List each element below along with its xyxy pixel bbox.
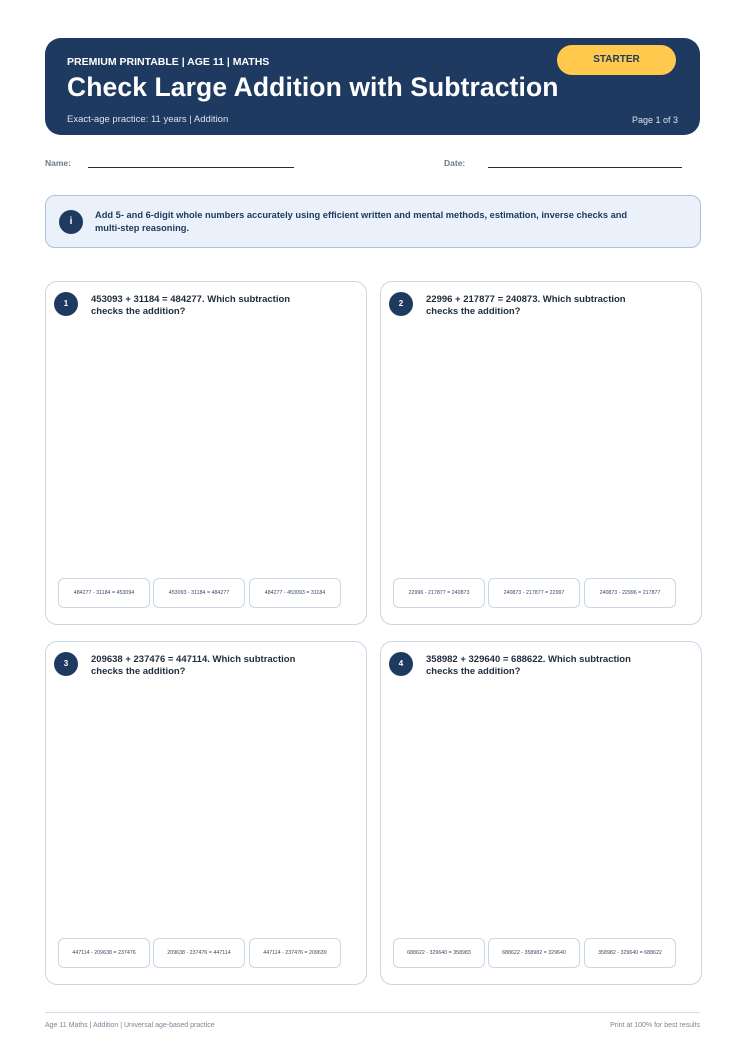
question-card-3 [45,641,367,985]
date-label: Date: [444,158,466,168]
answer-option[interactable]: 240873 - 217877 = 22997 [488,578,580,608]
question-number: 1 [54,292,78,316]
objective-line-1: Add 5- and 6-digit whole numbers accurately using efficient written and mental methods, estimation, inverse checks and [95,210,628,220]
footer-right: Print at 100% for best results [610,1022,700,1029]
question-number: 3 [54,652,78,676]
footer-divider [45,1012,700,1013]
objective-text [95,209,715,235]
footer-left: Age 11 Maths | Addition | Universal age-based practice [45,1022,215,1029]
question-text-line-1: 358982 + 329640 = 688622. Which subtraction [426,654,631,665]
question-text [91,294,341,317]
question-text-line-1: 22996 + 217877 = 240873. Which subtraction [426,294,626,305]
question-text-line-2: checks the addition? [426,305,521,317]
answer-option[interactable]: 688622 - 358982 = 329640 [488,938,580,968]
name-field[interactable] [88,167,294,168]
answer-option[interactable]: 358982 - 329640 = 688622 [584,938,676,968]
question-text-line-2: checks the addition? [426,665,521,677]
info-icon: i [59,210,83,234]
page-title: Check Large Addition with Subtraction [67,72,559,102]
level-badge: STARTER [557,45,676,75]
question-number: 4 [389,652,413,676]
answer-option[interactable]: 209638 - 237476 = 447114 [153,938,245,968]
question-text-line-2: checks the addition? [91,305,186,317]
question-card-2 [380,281,702,625]
answer-option[interactable]: 484277 - 31184 = 453094 [58,578,150,608]
question-card-4 [380,641,702,985]
question-text [91,654,341,677]
answer-option[interactable]: 688622 - 329640 = 358983 [393,938,485,968]
objective-line-2: multi-step reasoning. [95,223,190,233]
question-card-1 [45,281,367,625]
learning-objective [45,195,701,248]
worksheet-header [45,38,700,135]
answer-option[interactable]: 447114 - 237476 = 209639 [249,938,341,968]
date-field[interactable] [488,167,682,168]
answer-option[interactable]: 447114 - 209638 = 237476 [58,938,150,968]
question-text [426,654,676,677]
name-label: Name: [45,158,71,168]
answer-option[interactable]: 240873 - 22996 = 217877 [584,578,676,608]
question-text-line-2: checks the addition? [91,665,186,677]
answer-option[interactable]: 453093 - 31184 = 484277 [153,578,245,608]
header-subtitle: Exact-age practice: 11 years | Addition [67,114,229,125]
question-text-line-1: 209638 + 237476 = 447114. Which subtraction [91,654,296,665]
answer-option[interactable]: 22996 - 217877 = 240873 [393,578,485,608]
question-text-line-1: 453093 + 31184 = 484277. Which subtraction [91,294,291,305]
answer-option[interactable]: 484277 - 453093 = 31184 [249,578,341,608]
header-eyebrow: PREMIUM PRINTABLE | AGE 11 | MATHS [67,56,270,68]
question-text [426,294,676,317]
question-number: 2 [389,292,413,316]
page-number: Page 1 of 3 [631,115,678,125]
